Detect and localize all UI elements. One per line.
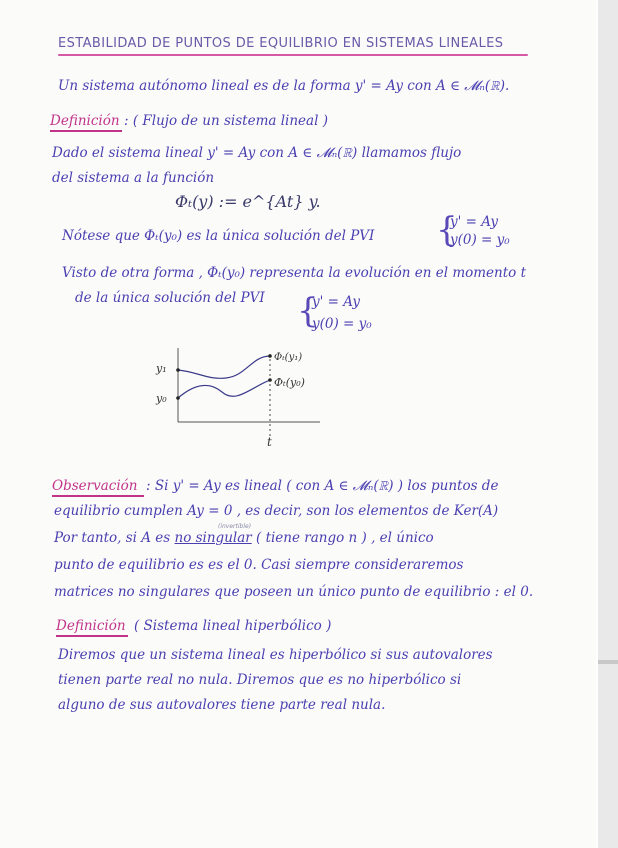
- definition-1-heading: Definición: [50, 113, 120, 129]
- label-y1: y₁: [156, 362, 167, 375]
- definition-1-line-1: Dado el sistema lineal y' = Ay con A ∈ 𝓜ₙ(ℝ) llamamos flujo: [52, 145, 462, 161]
- pvi-2-initial: y(0) = y₀: [312, 316, 372, 332]
- definition-2-heading: Definición: [56, 618, 126, 634]
- definition-2-line-2: tienen parte real no nula. Diremos que es no hiperbólico si: [58, 672, 462, 688]
- title-underline: [58, 54, 528, 56]
- observation-line-5: matrices no singulares que poseen un único punto de equilibrio : el 0.: [54, 584, 534, 600]
- no-singular-text: no singular: [174, 530, 252, 546]
- definition-1-underline: [50, 130, 122, 132]
- point-y1: [176, 368, 180, 372]
- definition-2-line-3: alguno de sus autovalores tiene parte real nula.: [58, 697, 386, 713]
- intro-line: Un sistema autónomo lineal es de la forma y' = Ay con A ∈ 𝓜ₙ(ℝ).: [58, 78, 510, 94]
- flow-formula: Φₜ(y) := e^{At} y.: [175, 192, 321, 211]
- pvi-brace-1: {: [436, 210, 458, 250]
- pvi-2-equation: y' = Ay: [312, 294, 361, 310]
- observation-line-2: equilibrio cumplen Ay = 0 , es decir, son los elementos de Ker(A): [54, 503, 499, 519]
- trajectory-y1: [178, 356, 270, 378]
- definition-1-subtitle: : ( Flujo de un sistema lineal ): [124, 113, 328, 129]
- point-y0: [176, 396, 180, 400]
- invertible-note: (invertible): [218, 523, 252, 530]
- label-y0: y₀: [156, 392, 167, 405]
- definition-2-line-1: Diremos que un sistema lineal es hiperbólico si sus autovalores: [58, 647, 493, 663]
- definition-1-note: Nótese que Φₜ(y₀) es la única solución del PVI: [62, 228, 375, 244]
- label-phi-y0: Φₜ(y₀): [274, 376, 305, 389]
- visto-line-1: Visto de otra forma , Φₜ(y₀) representa la evolución en el momento t: [62, 265, 526, 281]
- point-phi-y1: [268, 354, 272, 358]
- label-phi-y1: Φₜ(y₁): [274, 352, 303, 363]
- observation-line-3-a: Por tanto, si A es: [54, 530, 175, 546]
- pvi-1-initial: y(0) = y₀: [450, 232, 510, 248]
- page-edge-mark: [598, 660, 618, 664]
- observation-line-3-c: ( tiene rango n ) , el único: [251, 530, 434, 546]
- definition-2-subtitle: ( Sistema lineal hiperbólico ): [134, 618, 332, 634]
- observation-underline: [52, 495, 144, 497]
- observation-heading: Observación: [52, 478, 138, 494]
- observation-line-3: [54, 530, 434, 546]
- pvi-1-equation: y' = Ay: [450, 214, 499, 230]
- page-title: ESTABILIDAD DE PUNTOS DE EQUILIBRIO EN SISTEMAS LINEALES: [58, 36, 504, 51]
- definition-2-underline: [56, 635, 128, 637]
- observation-line-4: punto de equilibrio es es el 0. Casi siempre consideraremos: [54, 557, 464, 573]
- trajectory-y0: [178, 380, 270, 398]
- point-phi-y0: [268, 378, 272, 382]
- label-t: t: [267, 435, 272, 449]
- observation-line-1: : Si y' = Ay es lineal ( con A ∈ 𝓜ₙ(ℝ) ) los puntos de: [146, 478, 499, 494]
- definition-1-line-2: del sistema a la función: [52, 170, 215, 186]
- flow-figure: [150, 340, 330, 450]
- pvi-brace-2: {: [297, 291, 319, 331]
- visto-line-2: de la única solución del PVI: [75, 290, 265, 306]
- page-edge: [598, 0, 618, 848]
